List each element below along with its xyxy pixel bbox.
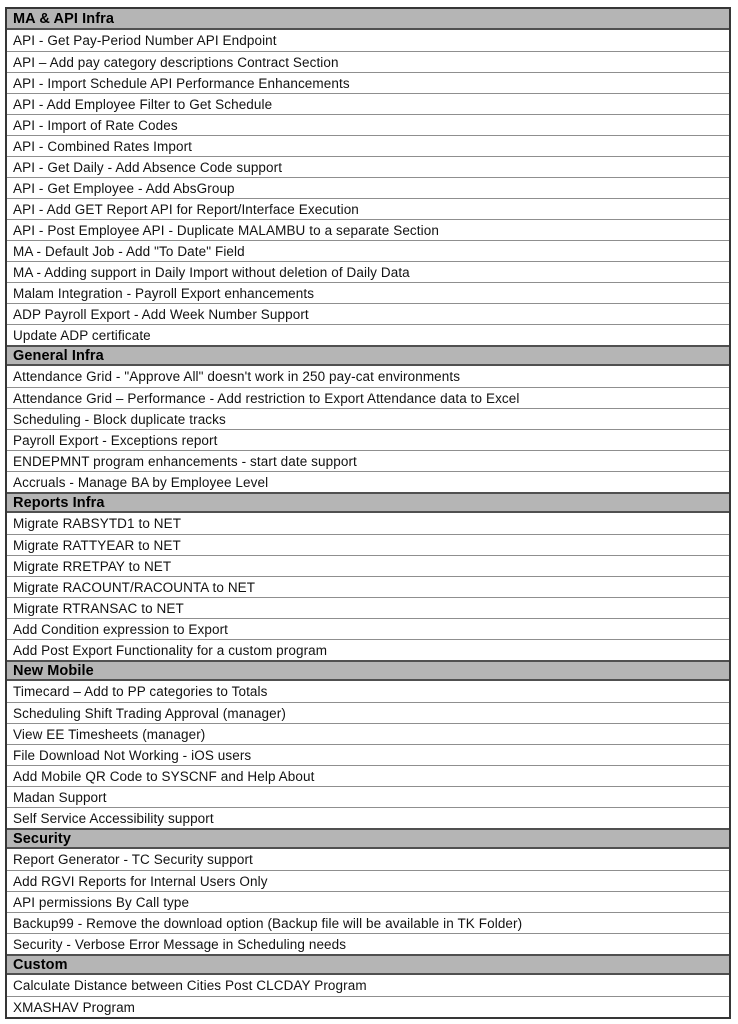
table-row: [7, 51, 729, 72]
table-row-label: Timecard – Add to PP categories to Totals: [13, 684, 268, 699]
table-row-label: Attendance Grid – Performance - Add restriction to Export Attendance data to Excel: [13, 390, 520, 406]
table-row-label: Report Generator - TC Security support: [13, 852, 253, 867]
table-row-label: API - Combined Rates Import: [13, 138, 193, 154]
table-row: [7, 450, 729, 471]
section-header-label: New Mobile: [13, 662, 94, 679]
table-row-label: Migrate RTRANSAC to NET: [13, 600, 184, 616]
table-row-label: Migrate RRETPAY to NET: [13, 558, 172, 574]
table-row-label: ADP Payroll Export - Add Week Number Support: [13, 306, 309, 322]
table-row-label: MA - Default Job - Add "To Date" Field: [13, 243, 245, 259]
table-row: [7, 219, 729, 240]
section-header: [7, 492, 729, 513]
table-row: [7, 303, 729, 324]
table-row: [7, 408, 729, 429]
table-row: [7, 807, 729, 828]
table-row-label: Backup99 - Remove the download option (Backup file will be available in TK Folder): [13, 915, 523, 931]
table-row: [7, 765, 729, 786]
table-row-label: Add Post Export Functionality for a custom program: [13, 642, 328, 658]
table-row: [7, 870, 729, 891]
table-row-label: API - Post Employee API - Duplicate MALAMBU to a separate Section: [13, 222, 439, 238]
section-header: [7, 9, 729, 30]
table-row: [7, 261, 729, 282]
table-row-label: Migrate RABSYTD1 to NET: [13, 516, 182, 531]
table-row: [7, 681, 729, 702]
table-row-label: Accruals - Manage BA by Employee Level: [13, 474, 269, 490]
table-row-label: API – Add pay category descriptions Contract Section: [13, 54, 339, 70]
table-row: [7, 72, 729, 93]
table-row-label: API - Import Schedule API Performance Enhancements: [13, 75, 350, 91]
table-row: [7, 135, 729, 156]
table-row-label: API permissions By Call type: [13, 894, 190, 910]
table-row-label: Attendance Grid - "Approve All" doesn't work in 250 pay-cat environments: [13, 369, 461, 384]
table-row-label: Calculate Distance between Cities Post CLCDAY Program: [13, 978, 367, 993]
table-row-label: API - Add GET Report API for Report/Interface Execution: [13, 201, 359, 217]
table-row: [7, 702, 729, 723]
section-header: [7, 828, 729, 849]
table-row-label: API - Import of Rate Codes: [13, 117, 178, 133]
table-row: [7, 30, 729, 51]
table-row: [7, 786, 729, 807]
table-row-label: View EE Timesheets (manager): [13, 726, 206, 742]
table-row: [7, 891, 729, 912]
table-row: [7, 240, 729, 261]
section-header-label: Security: [13, 830, 72, 847]
section-header: [7, 660, 729, 681]
table-row-label: Security - Verbose Error Message in Scheduling needs: [13, 936, 347, 952]
table-row-label: File Download Not Working - iOS users: [13, 747, 252, 763]
table-row-label: Add Mobile QR Code to SYSCNF and Help About: [13, 768, 315, 784]
table-row: [7, 471, 729, 492]
section-header: [7, 345, 729, 366]
table-row-label: XMASHAV Program: [13, 999, 136, 1015]
table-row-label: Migrate RACOUNT/RACOUNTA to NET: [13, 579, 256, 595]
table-row-label: Update ADP certificate: [13, 327, 151, 343]
table-row: [7, 177, 729, 198]
table-row: [7, 933, 729, 954]
table-row: [7, 93, 729, 114]
table-row: [7, 618, 729, 639]
table-row: [7, 912, 729, 933]
section-header-label: MA & API Infra: [13, 10, 115, 27]
table-row-label: MA - Adding support in Daily Import without deletion of Daily Data: [13, 264, 410, 280]
table-row: [7, 555, 729, 576]
table-row-label: Scheduling Shift Trading Approval (manager): [13, 705, 286, 721]
table-row: [7, 198, 729, 219]
table-row-label: Madan Support: [13, 789, 107, 805]
table-row: [7, 744, 729, 765]
table-row: [7, 849, 729, 870]
table-row-label: Scheduling - Block duplicate tracks: [13, 411, 226, 427]
release-items-table: [5, 7, 731, 1019]
table-row: [7, 639, 729, 660]
table-row: [7, 597, 729, 618]
table-row: [7, 387, 729, 408]
section-header-label: Custom: [13, 956, 68, 973]
table-row-label: Add Condition expression to Export: [13, 621, 229, 637]
section-header: [7, 954, 729, 975]
table-row-label: API - Get Employee - Add AbsGroup: [13, 180, 235, 196]
table-row: [7, 366, 729, 387]
table-row-label: ENDEPMNT program enhancements - start date support: [13, 453, 357, 469]
table-row: [7, 429, 729, 450]
table-row-label: Malam Integration - Payroll Export enhancements: [13, 285, 315, 301]
section-header-label: Reports Infra: [13, 494, 105, 511]
table-row-label: Migrate RATTYEAR to NET: [13, 537, 181, 553]
table-row-label: API - Add Employee Filter to Get Schedule: [13, 96, 273, 112]
table-row: [7, 534, 729, 555]
table-row: [7, 513, 729, 534]
table-row-label: API - Get Daily - Add Absence Code support: [13, 159, 283, 175]
table-row: [7, 996, 729, 1017]
table-row: [7, 975, 729, 996]
table-row: [7, 723, 729, 744]
table-row: [7, 156, 729, 177]
table-row-label: Add RGVI Reports for Internal Users Only: [13, 873, 268, 889]
table-row-label: Self Service Accessibility support: [13, 810, 214, 826]
table-row: [7, 576, 729, 597]
table-row-label: API - Get Pay-Period Number API Endpoint: [13, 33, 277, 48]
table-row: [7, 114, 729, 135]
section-header-label: General Infra: [13, 347, 104, 364]
table-row-label: Payroll Export - Exceptions report: [13, 432, 218, 448]
table-row: [7, 282, 729, 303]
table-row: [7, 324, 729, 345]
